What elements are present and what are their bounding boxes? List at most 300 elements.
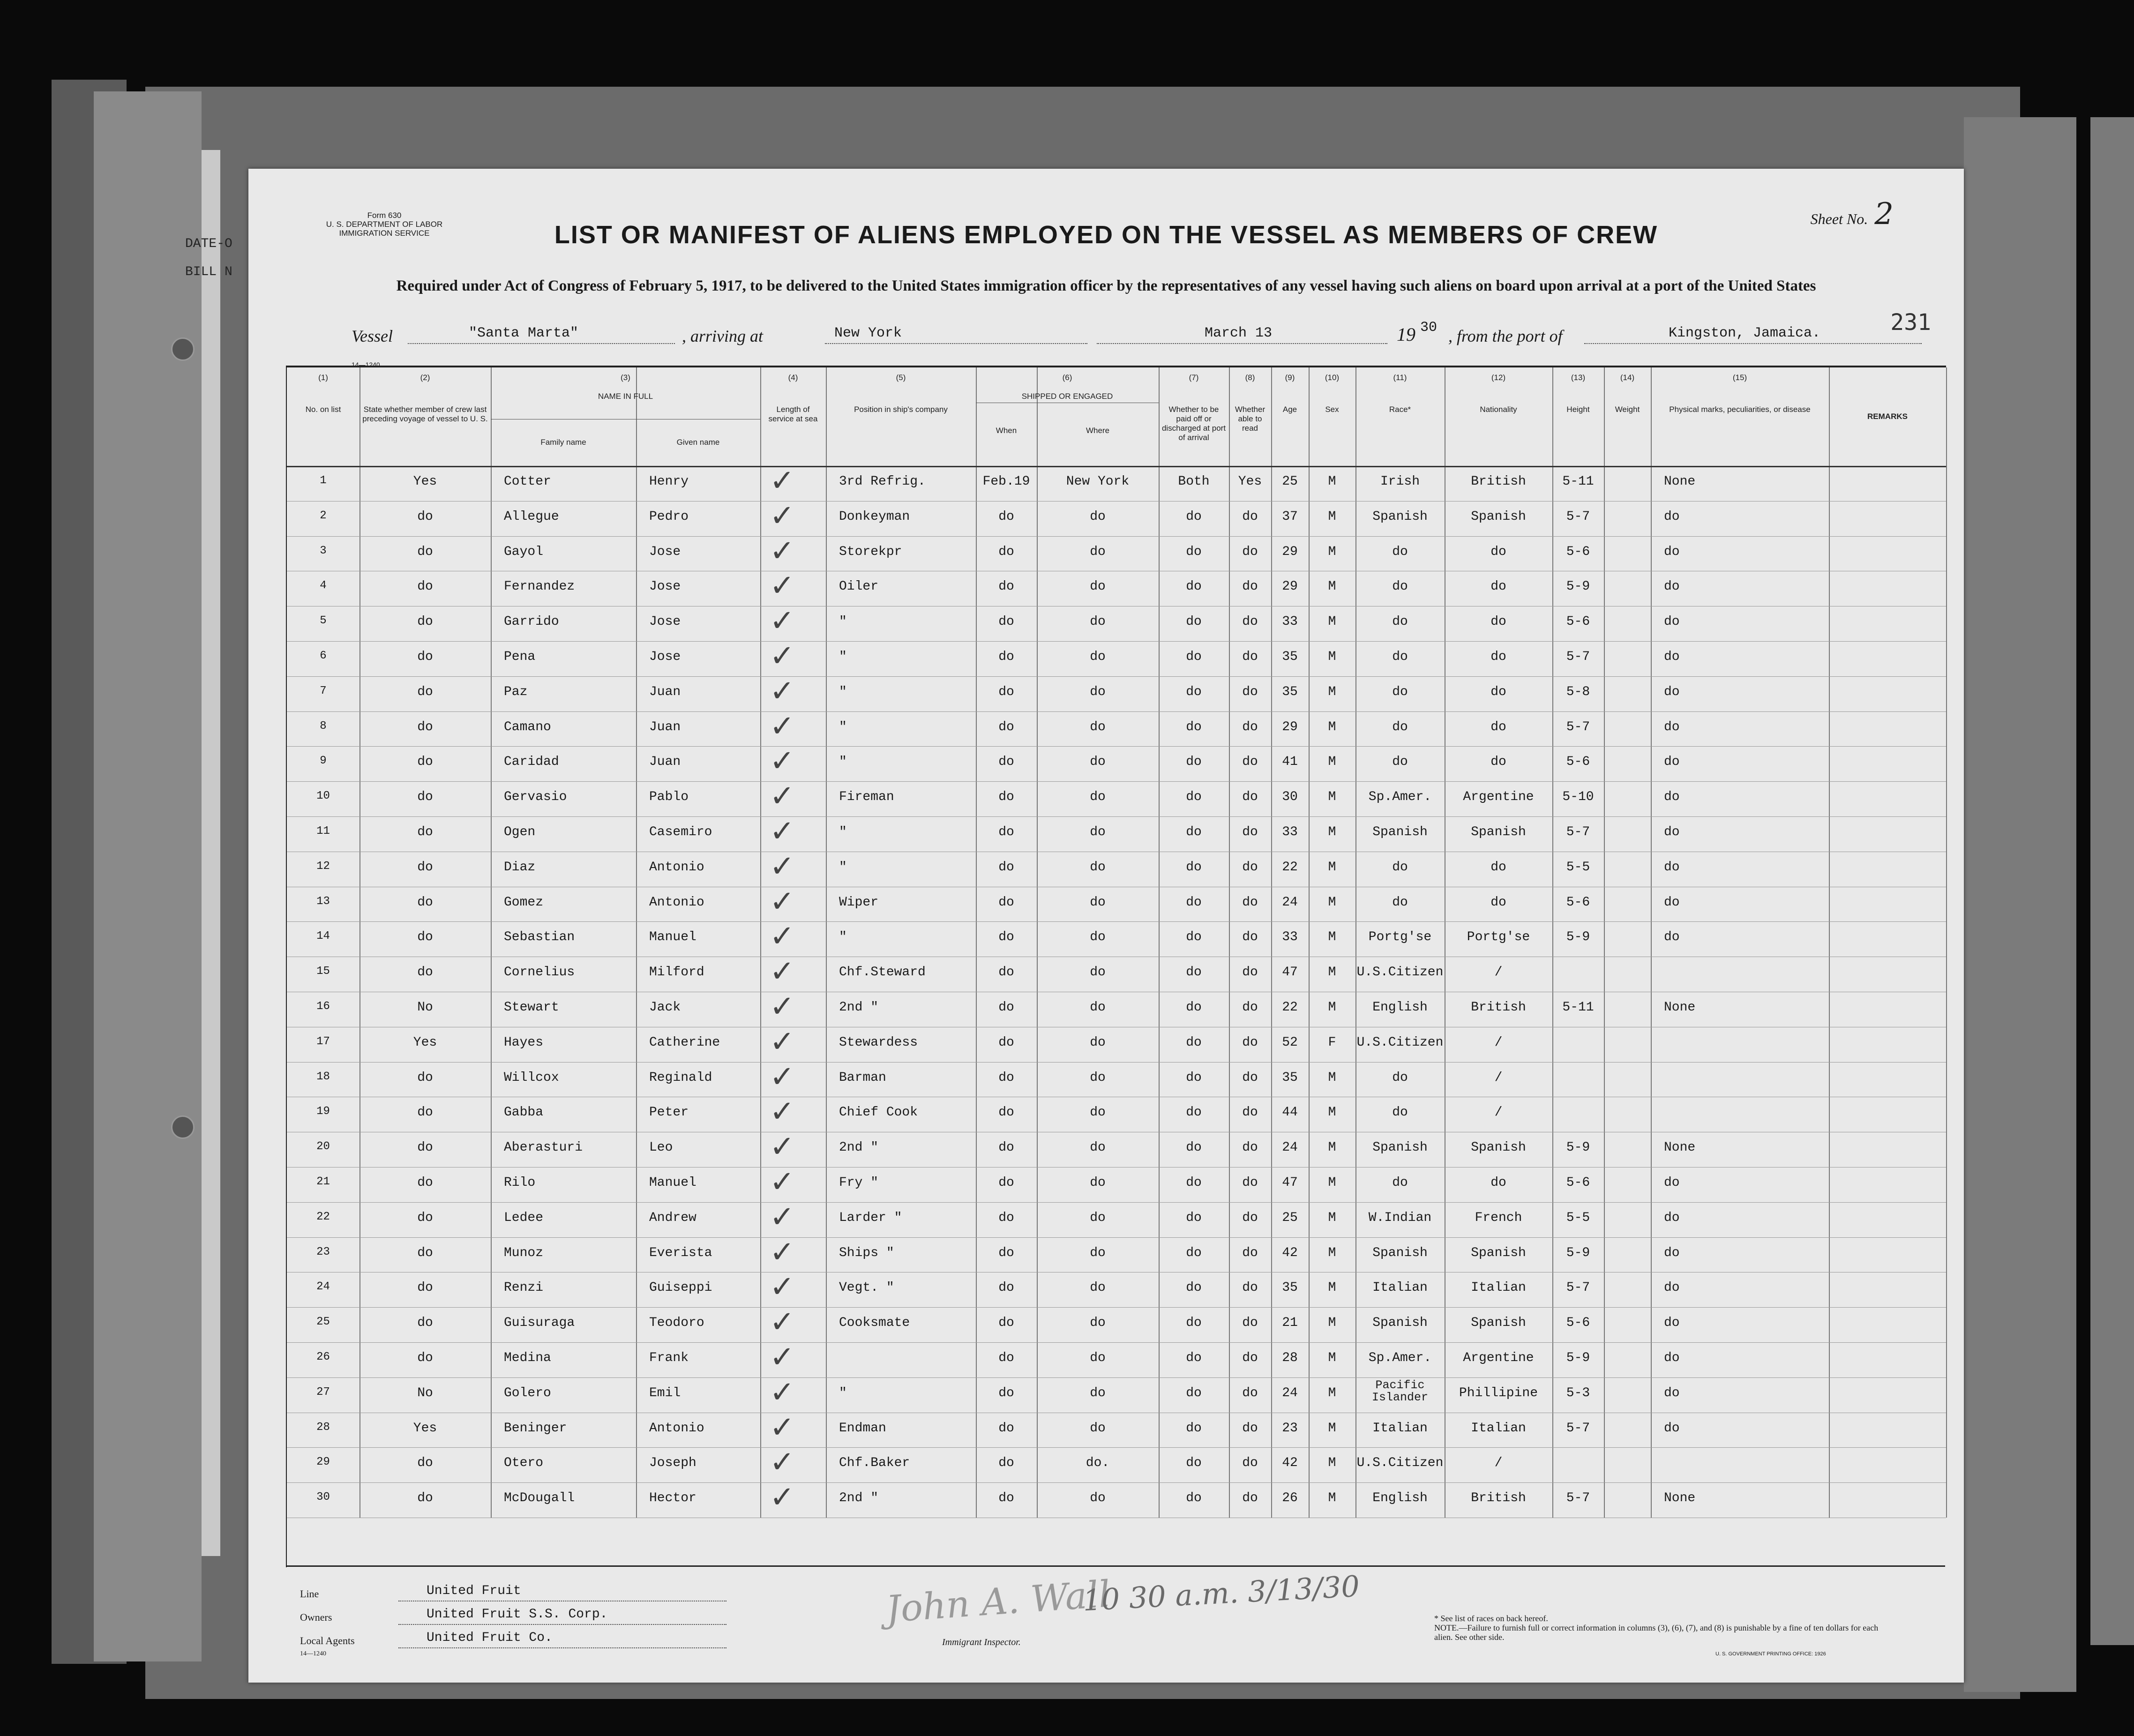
cell-height: 5-3 [1566,1385,1590,1400]
cell-marks: do [1664,825,1680,839]
cell-read: do [1242,509,1258,524]
cell-no: 26 [316,1351,330,1363]
cell-family: Guisuraga [504,1316,575,1331]
cell-no: 4 [320,579,327,592]
cell-paid: do [1186,1035,1202,1050]
cell-when: do [998,1245,1014,1260]
service-check-mark: ✓ [770,1059,795,1094]
cell-nationality: Italian [1471,1421,1526,1436]
cell-paid: Both [1178,474,1210,489]
underline [1097,343,1387,344]
cell-no: 2 [320,509,327,522]
cell-read: do [1242,860,1258,875]
cell-where: do [1090,1140,1106,1155]
inspector-label: Immigrant Inspector. [942,1637,1021,1647]
cell-given: Andrew [649,1210,696,1225]
service-check-mark: ✓ [770,533,795,569]
cell-race: Sp.Amer. [1368,790,1432,805]
cell-nationality: do [1490,860,1506,875]
inspector-signature: John A. Wall [884,1573,1112,1631]
agents-label: Local Agents [300,1635,355,1646]
cell-family: Caridad [504,755,559,770]
cell-given: Guiseppi [649,1280,712,1295]
row-rule [287,1237,1946,1238]
service-check-mark: ✓ [770,1165,795,1199]
cell-nationality: Spanish [1471,1245,1526,1260]
cell-marks: do [1664,1280,1680,1295]
arrival-port: New York [834,325,902,341]
cell-given: Reginald [649,1070,712,1085]
cell-prev: do [417,1140,433,1155]
cell-position: Fry " [839,1175,879,1190]
cell-paid: do [1186,1245,1202,1260]
cell-age: 33 [1282,930,1298,945]
cell-race: W.Indian [1368,1210,1432,1225]
small-code: 14—1240 [300,1650,326,1657]
cell-race: Spanish [1372,1245,1428,1260]
service-check-mark: ✓ [770,989,795,1024]
cell-given: Manuel [649,1175,696,1190]
service-check-mark: ✓ [770,1340,795,1375]
cell-age: 28 [1282,1351,1298,1365]
cell-family: Rilo [504,1175,536,1190]
cell-when: do [998,755,1014,770]
cell-nationality: Phillipine [1459,1385,1538,1400]
cell-no: 9 [320,755,327,768]
cell-where: do [1090,860,1106,875]
cell-sex: M [1328,579,1336,594]
cell-age: 35 [1282,650,1298,664]
cell-height: 5-9 [1566,1351,1590,1365]
cell-read: do [1242,1245,1258,1260]
cell-when: do [998,1035,1014,1050]
cell-nationality: Spanish [1471,1140,1526,1155]
cell-race: do [1392,719,1408,734]
cell-given: Jose [649,544,681,559]
cell-given: Pablo [649,790,689,805]
sheet-label: Sheet No. [1810,210,1868,227]
cell-marks: do [1664,614,1680,629]
cell-height: 5-5 [1566,860,1590,875]
cell-family: Beninger [504,1421,567,1436]
cell-read: do [1242,614,1258,629]
cell-paid: do [1186,1175,1202,1190]
cell-marks: do [1664,860,1680,875]
cell-marks: do [1664,650,1680,664]
cell-read: do [1242,1105,1258,1120]
cell-family: Gayol [504,544,544,559]
column-rule [1651,367,1652,1518]
cell-paid: do [1186,1316,1202,1331]
column-header: State whether member of crew last preceding voyage of vessel to U. S. [362,405,488,423]
cell-paid: do [1186,1421,1202,1436]
cell-height: 5-6 [1566,544,1590,559]
cell-where: do [1090,1421,1106,1436]
cell-given: Jack [649,1000,681,1015]
binder-hole [171,1115,195,1139]
cell-paid: do [1186,1140,1202,1155]
cell-age: 21 [1282,1316,1298,1331]
cell-read: do [1242,1000,1258,1015]
cell-read: do [1242,1456,1258,1471]
service-check-mark: ✓ [770,1410,795,1445]
cell-age: 47 [1282,1175,1298,1190]
cell-height: 5-5 [1566,1210,1590,1225]
cell-given: Juan [649,719,681,734]
vessel-name: "Santa Marta" [469,325,579,341]
departure-port: Kingston, Jamaica. [1669,325,1821,341]
cell-age: 29 [1282,544,1298,559]
cell-marks: do [1664,1245,1680,1260]
cell-prev: do [417,1210,433,1225]
cell-height: 5-9 [1566,1245,1590,1260]
service-check-mark: ✓ [770,604,795,639]
cell-height: 5-6 [1566,755,1590,770]
cell-prev: do [417,614,433,629]
cell-read: do [1242,684,1258,699]
cell-when: do [998,1456,1014,1471]
cell-given: Hector [649,1491,696,1506]
cell-where: do [1090,825,1106,839]
cell-race: do [1392,650,1408,664]
cell-sex: M [1328,965,1336,980]
cell-no: 18 [316,1070,330,1083]
cell-nationality: / [1494,1456,1503,1471]
cell-given: Pedro [649,509,689,524]
cell-family: Ledee [504,1210,544,1225]
column-header: Height [1566,405,1590,414]
cell-race: Irish [1380,474,1420,489]
cell-prev: do [417,1491,433,1506]
cell-sex: M [1328,1491,1336,1506]
cell-paid: do [1186,965,1202,980]
cell-sex: M [1328,1210,1336,1225]
cell-prev: do [417,650,433,664]
cell-age: 47 [1282,965,1298,980]
cell-given: Henry [649,474,689,489]
row-rule [287,1342,1946,1343]
cell-age: 29 [1282,579,1298,594]
cell-where: do [1090,1245,1106,1260]
cell-paid: do [1186,1491,1202,1506]
cell-no: 3 [320,544,327,557]
cell-given: Emil [649,1385,681,1400]
cell-nationality: do [1490,755,1506,770]
cell-prev: do [417,930,433,945]
cell-where: do [1090,684,1106,699]
department: U. S. DEPARTMENT OF LABOR [326,220,443,229]
cell-when: do [998,1175,1014,1190]
column-number: (7) [1189,373,1199,382]
cell-where: do [1090,1316,1106,1331]
subheader-given-name: Given name [676,438,720,447]
cell-marks: None [1664,1000,1696,1015]
cell-no: 21 [316,1175,330,1188]
cell-age: 24 [1282,895,1298,910]
service-check-mark: ✓ [770,1270,795,1305]
column-header: No. on list [305,405,341,414]
cell-race: English [1372,1491,1428,1506]
cell-nationality: Spanish [1471,1316,1526,1331]
cell-family: Cornelius [504,965,575,980]
cell-position: Larder " [839,1210,902,1225]
cell-where: do [1090,509,1106,524]
cell-sex: M [1328,474,1336,489]
cell-family: Stewart [504,1000,559,1015]
column-header: Position in ship's company [854,405,948,414]
cell-where: do [1090,1175,1106,1190]
cell-height: 5-6 [1566,895,1590,910]
line-value: United Fruit [427,1584,521,1598]
cell-when: do [998,509,1014,524]
cell-no: 14 [316,930,330,943]
cell-given: Catherine [649,1035,720,1050]
cell-nationality: do [1490,579,1506,594]
column-rule [491,367,492,1518]
cell-prev: do [417,1280,433,1295]
cell-paid: do [1186,1280,1202,1295]
cell-paid: do [1186,755,1202,770]
service-check-mark: ✓ [770,744,795,779]
column-rule [1604,367,1605,1518]
cell-read: do [1242,790,1258,805]
cell-no: 20 [316,1140,330,1153]
cell-height: 5-7 [1566,1491,1590,1506]
cell-read: do [1242,1385,1258,1400]
cell-no: 13 [316,895,330,908]
cell-race: do [1392,755,1408,770]
cell-position: Barman [839,1070,886,1085]
cell-where: do [1090,1035,1106,1050]
cell-age: 29 [1282,719,1298,734]
cell-paid: do [1186,1456,1202,1471]
cell-given: Teodoro [649,1316,704,1331]
cell-height: 5-11 [1562,1000,1594,1015]
cell-race: Spanish [1372,825,1428,839]
cell-family: Munoz [504,1245,544,1260]
cell-age: 35 [1282,1280,1298,1295]
side-label-date: DATE-O [185,237,232,251]
cell-given: Manuel [649,930,696,945]
underline [825,343,1087,344]
cell-paid: do [1186,509,1202,524]
cell-marks: do [1664,1210,1680,1225]
line-label: Line [300,1588,319,1600]
cell-prev: do [417,719,433,734]
crew-table [286,366,1946,1567]
cell-nationality: / [1494,1070,1503,1085]
cell-position: Storekpr [839,544,902,559]
cell-prev: do [417,965,433,980]
column-number: (15) [1732,373,1747,382]
cell-when: do [998,544,1014,559]
column-header: Whether to be paid off or discharged at port of arrival [1161,405,1226,442]
cell-no: 17 [316,1035,330,1048]
page-subtitle: Required under Act of Congress of February 5, 1917, to be delivered to the United States immigration officer by the representatives of any vessel having such aliens on board upon arrival at a port of the United States [396,277,1816,294]
arriving-label: , arriving at [682,327,764,345]
cell-sex: M [1328,825,1336,839]
left-underlay-page [94,91,202,1661]
cell-sex: M [1328,1105,1336,1120]
cell-where: do [1090,579,1106,594]
cell-race: do [1392,614,1408,629]
cell-when: do [998,1210,1014,1225]
cell-race: Spanish [1372,1316,1428,1331]
cell-race: do [1392,1105,1408,1120]
underline [1584,343,1922,344]
agents-value: United Fruit Co. [427,1631,553,1645]
stamp-number: 231 [1890,309,1931,336]
cell-sex: M [1328,1000,1336,1015]
cell-position: 2nd " [839,1140,879,1155]
cell-where: do [1090,965,1106,980]
cell-height: 5-7 [1566,1421,1590,1436]
service-check-mark: ✓ [770,464,795,498]
cell-where: do [1090,614,1106,629]
column-header: Weight [1615,405,1640,414]
cell-where: do [1090,1105,1106,1120]
cell-race: do [1392,1175,1408,1190]
cell-sex: M [1328,895,1336,910]
column-header: Race* [1389,405,1411,414]
cell-position: 2nd " [839,1491,879,1506]
cell-race: Italian [1372,1280,1428,1295]
cell-marks: do [1664,790,1680,805]
year-suffix: 30 [1420,320,1438,336]
cell-sex: M [1328,1351,1336,1365]
cell-nationality: do [1490,684,1506,699]
from-label: , from the port of [1448,327,1563,345]
cell-read: do [1242,965,1258,980]
column-rule [1829,367,1830,1518]
column-number: (9) [1285,373,1295,382]
cell-age: 37 [1282,509,1298,524]
cell-age: 25 [1282,1210,1298,1225]
service-check-mark: ✓ [770,1375,795,1410]
service-check-mark: ✓ [770,709,795,744]
races-note: * See list of races on back hereof. [1434,1614,1548,1623]
cell-family: Renzi [504,1280,544,1295]
cell-marks: None [1664,1491,1696,1506]
column-header: Whether able to read [1235,405,1265,433]
cell-sex: F [1328,1035,1336,1050]
cell-given: Antonio [649,895,704,910]
cell-given: Leo [649,1140,673,1155]
cell-position: Wiper [839,895,879,910]
cell-when: do [998,930,1014,945]
cell-no: 1 [320,474,327,487]
cell-height: 5-6 [1566,1316,1590,1331]
cell-read: do [1242,1316,1258,1331]
cell-family: Aberasturi [504,1140,583,1155]
column-header: Age [1282,405,1297,414]
cell-age: 35 [1282,684,1298,699]
cell-height: 5-7 [1566,650,1590,664]
cell-when: do [998,1351,1014,1365]
cell-prev: do [417,544,433,559]
service-check-mark: ✓ [770,919,795,954]
cell-when: do [998,650,1014,664]
cell-paid: do [1186,544,1202,559]
cell-read: do [1242,1210,1258,1225]
page-title: LIST OR MANIFEST OF ALIENS EMPLOYED ON THE VESSEL AS MEMBERS OF CREW [554,221,1658,249]
signature-time: 10 30 a.m. 3/13/30 [1082,1569,1361,1618]
cell-height: 5-9 [1566,930,1590,945]
cell-nationality: Spanish [1471,825,1526,839]
cell-marks: do [1664,930,1680,945]
cell-where: do [1090,1070,1106,1085]
column-number: (11) [1393,373,1407,382]
cell-nationality: British [1471,1000,1526,1015]
row-rule [287,1447,1946,1448]
subheader-family-name: Family name [540,438,586,447]
cell-marks: do [1664,719,1680,734]
column-number: (13) [1571,373,1586,382]
vessel-label: Vessel [352,327,393,345]
cell-where: do [1090,930,1106,945]
cell-paid: do [1186,860,1202,875]
cell-no: 24 [316,1280,330,1294]
cell-paid: do [1186,719,1202,734]
cell-family: Diaz [504,860,536,875]
cell-paid: do [1186,1000,1202,1015]
cell-prev: do [417,1456,433,1471]
column-header: Physical marks, peculiarities, or disease [1669,405,1811,414]
owners-label: Owners [300,1611,332,1623]
row-rule [287,1202,1946,1203]
cell-when: do [998,684,1014,699]
cell-given: Joseph [649,1456,696,1471]
underline [408,343,675,344]
cell-family: Ogen [504,825,536,839]
cell-prev: No [417,1000,433,1015]
column-number: (12) [1491,373,1506,382]
cell-no: 28 [316,1421,330,1434]
cell-family: McDougall [504,1491,575,1506]
cell-prev: do [417,755,433,770]
cell-read: do [1242,755,1258,770]
cell-position: Ships " [839,1245,894,1260]
cell-family: Garrido [504,614,559,629]
cell-nationality: / [1494,1035,1503,1050]
cell-prev: do [417,895,433,910]
cell-position: " [839,930,847,945]
service-check-mark: ✓ [770,884,795,919]
cell-position: " [839,755,847,770]
row-rule [287,1482,1946,1483]
service-check-mark: ✓ [770,779,795,814]
cell-prev: do [417,825,433,839]
cell-given: Juan [649,684,681,699]
cell-given: Juan [649,755,681,770]
column-number: (4) [788,373,798,382]
cell-age: 52 [1282,1035,1298,1050]
cell-where: do [1090,544,1106,559]
cell-where: do [1090,1210,1106,1225]
cell-when: do [998,579,1014,594]
cell-nationality: do [1490,1175,1506,1190]
cell-marks: do [1664,509,1680,524]
column-header: SHIPPED OR ENGAGED [1021,392,1113,401]
cell-prev: do [417,1070,433,1085]
cell-age: 24 [1282,1385,1298,1400]
cell-family: Gabba [504,1105,544,1120]
cell-read: do [1242,579,1258,594]
cell-race: Sp.Amer. [1368,1351,1432,1365]
cell-family: Hayes [504,1035,544,1050]
column-rule [760,367,761,1518]
cell-given: Milford [649,965,704,980]
